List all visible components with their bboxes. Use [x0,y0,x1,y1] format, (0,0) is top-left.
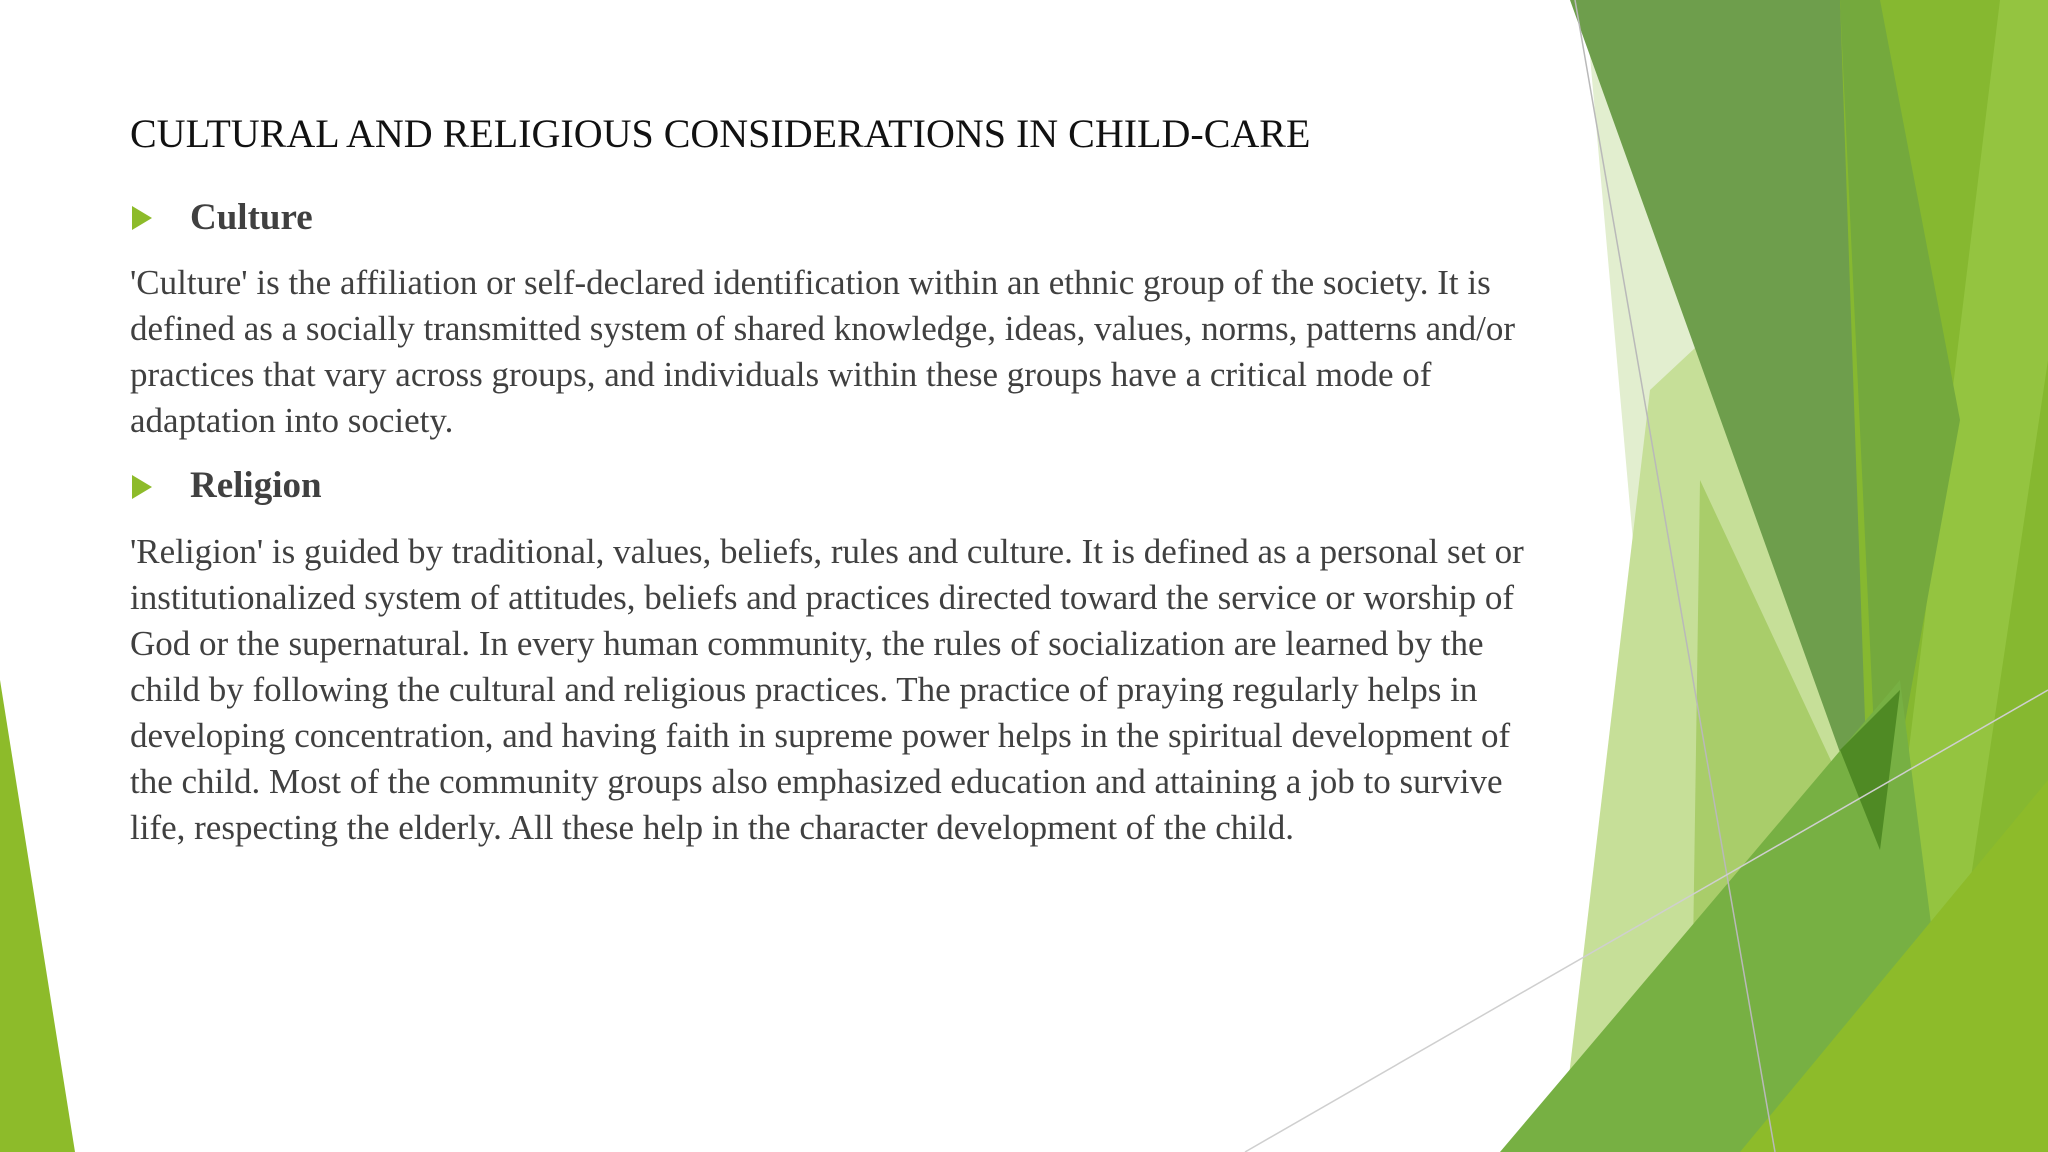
triangle-right-icon [132,475,152,499]
culture-heading: Culture [190,197,313,238]
religion-heading-row [130,464,1550,508]
triangle-right-icon [132,206,152,230]
slide-content [130,110,1550,871]
culture-paragraph: 'Culture' is the affiliation or self-declared identification within an ethnic group of the society. It is defined as a socially transmitted system of shared knowledge, ideas, values, norms, patterns and/or practices that vary across groups, and individuals within these groups have a critical mode of adaptation into society. [130,263,1516,441]
religion-paragraph: 'Religion' is guided by traditional, values, beliefs, rules and culture. It is defined as a personal set or institutionalized system of attitudes, beliefs and practices directed toward the service or worship of God or the supernatural. In every human community, the rules of socialization are learned by the child by following the cultural and religious practices. The practice of praying regularly helps in developing concentration, and having faith in supreme power helps in the spiritual development of the child. Most of the community groups also emphasized education and attaining a job to survive life, respecting the elderly. All these help in the character development of the child. [130,531,1524,847]
culture-heading-row [130,196,1550,240]
slide-title: CULTURAL AND RELIGIOUS CONSIDERATIONS IN CHILD-CARE [130,111,1311,156]
religion-heading: Religion [190,465,322,507]
